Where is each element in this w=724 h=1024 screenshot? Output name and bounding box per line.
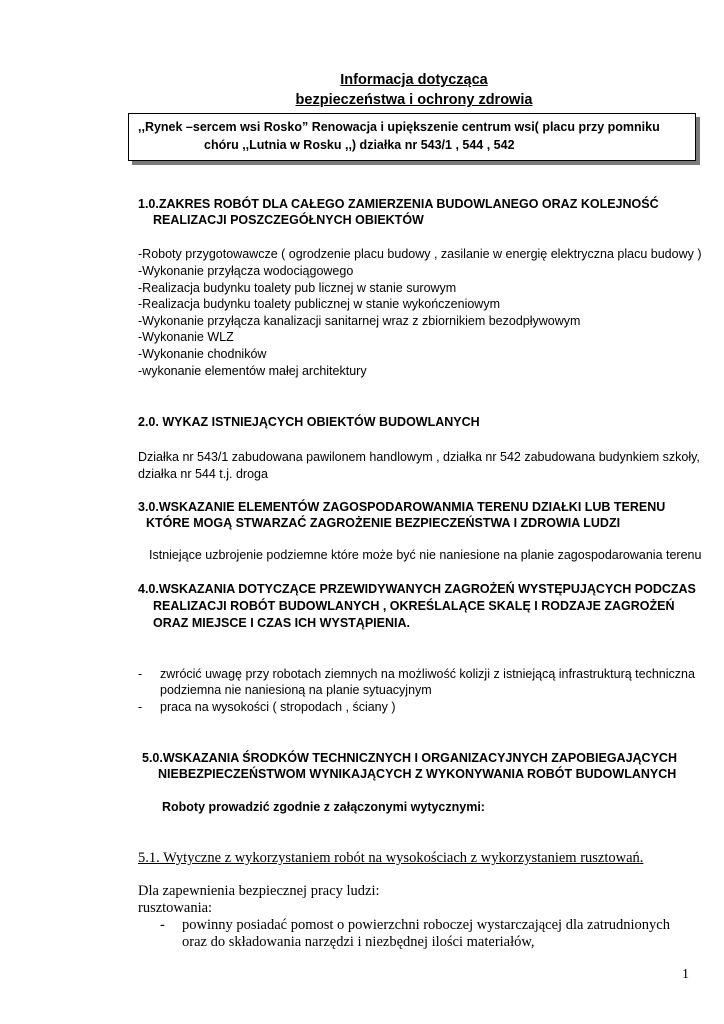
bullet-dash: - [160, 917, 165, 933]
section-1-item: -Realizacja budynku toalety pub licznej w stanie surowym [138, 281, 457, 295]
section-1-item: -Roboty przygotowawcze ( ogrodzenie placu budowy , zasilanie w energię elektryczna placu budowy ) [138, 247, 702, 261]
section-2-text-line-1: Działka nr 543/1 zabudowana pawilonem handlowym , działka nr 542 zabudowana budynkiem szkoły, [138, 450, 700, 464]
section-4-heading-line-1: 4.0.WSKAZANIA DOTYCZĄCE PRZEWIDYWANYCH ZAGROŻEŃ WYSTĘPUJĄCYCH PODCZAS [138, 582, 696, 596]
section-1-item: -wykonanie elementów małej architektury [138, 364, 367, 378]
section-5-subheading: Roboty prowadzić zgodnie z załączonymi wytycznymi: [162, 800, 485, 814]
section-1-item: -Wykonanie przyłącza wodociągowego [138, 264, 354, 278]
section-2-heading: 2.0. WYKAZ ISTNIEJĄCYCH OBIEKTÓW BUDOWLANYCH [138, 415, 480, 429]
section-5-1-bullet-line-1: powinny posiadać pomost o powierzchni roboczej wystarczającej dla zatrudnionych [182, 917, 670, 933]
project-name-box [128, 113, 696, 161]
section-3-heading-line-1: 3.0.WSKAZANIE ELEMENTÓW ZAGOSPODAROWANMIA TERENU DZIAŁKI LUB TERENU [138, 500, 666, 514]
section-5-1-heading: 5.1. Wytyczne z wykorzystaniem robót na wysokościach z wykorzystaniem rusztowań. [138, 850, 644, 866]
document-title-line-2: bezpieczeństwa i ochrony zdrowia [295, 92, 533, 108]
project-name-line-1: ,,Rynek –sercem wsi Rosko” Renowacja i upiększenie centrum wsi( placu przy pomniku [138, 120, 660, 134]
section-5-1-bullet-line-2: oraz do składowania narzędzi i niezbędnej ilości materiałów, [182, 934, 535, 950]
project-name-line-2: chóru ,,Lutnia w Rosku ,,) działka nr 543/1 , 544 , 542 [204, 138, 515, 152]
section-4-heading-line-2: REALIZACJI ROBÓT BUDOWLANYCH , OKREŚLALĄCE SKALĘ I RODZAJE ZAGROŻEŃ [153, 599, 675, 613]
section-2-text-line-2: działka nr 544 t.j. droga [138, 467, 268, 481]
section-5-1-intro-line-1: Dla zapewnienia bezpiecznej pracy ludzi: [138, 883, 380, 899]
section-5-heading-line-2: NIEBEZPIECZEŃSTWOM WYNIKAJĄCYCH Z WYKONYWANIA ROBÓT BUDOWLANYCH [158, 767, 677, 781]
section-5-1-intro-line-2: rusztowania: [138, 900, 213, 916]
section-3-heading-line-2: KTÓRE MOGĄ STWARZAĆ ZAGROŻENIE BEZPIECZEŃSTWA I ZDROWIA LUDZI [146, 516, 621, 530]
section-1-heading-line-2: REALIZACJI POSZCZEGÓŁNYCH OBIEKTÓW [153, 213, 424, 227]
section-4-heading-line-3: ORAZ MIEJSCE I CZAS ICH WYSTĄPIENIA. [153, 616, 410, 630]
section-1-item: -Wykonanie WLZ [138, 330, 234, 344]
section-4-bullet-1-line-2: podziemna nie naniesioną na planie sytuacyjnym [160, 683, 432, 697]
page-number: 1 [682, 967, 689, 982]
bullet-dash: - [138, 700, 143, 714]
section-1-item: -Wykonanie przyłącza kanalizacji sanitarnej wraz z zbiornikiem bezodpływowym [138, 314, 581, 328]
section-1-item: -Realizacja budynku toalety publicznej w stanie wykończeniowym [138, 297, 500, 311]
section-1-item: -Wykonanie chodników [138, 347, 267, 361]
document-title-line-1: Informacja dotycząca [340, 72, 488, 88]
section-4-bullet-1-line-1: zwrócić uwagę przy robotach ziemnych na możliwość kolizji z istniejącą infrastrukturą techniczna [160, 667, 695, 681]
section-5-heading-line-1: 5.0.WSKAZANIA ŚRODKÓW TECHNICZNYCH I ORGANIZACYJNYCH ZAPOBIEGAJĄCYCH [142, 751, 677, 765]
section-3-text: Istniejące uzbrojenie podziemne które może być nie naniesione na planie zagospodarowania terenu [149, 548, 702, 562]
section-1-heading-line-1: 1.0.ZAKRES ROBÓT DLA CAŁEGO ZAMIERZENIA BUDOWLANEGO ORAZ KOLEJNOŚĆ [138, 197, 659, 211]
bullet-dash: - [138, 667, 143, 681]
section-4-bullet-2: praca na wysokości ( stropodach , ściany ) [160, 700, 396, 714]
